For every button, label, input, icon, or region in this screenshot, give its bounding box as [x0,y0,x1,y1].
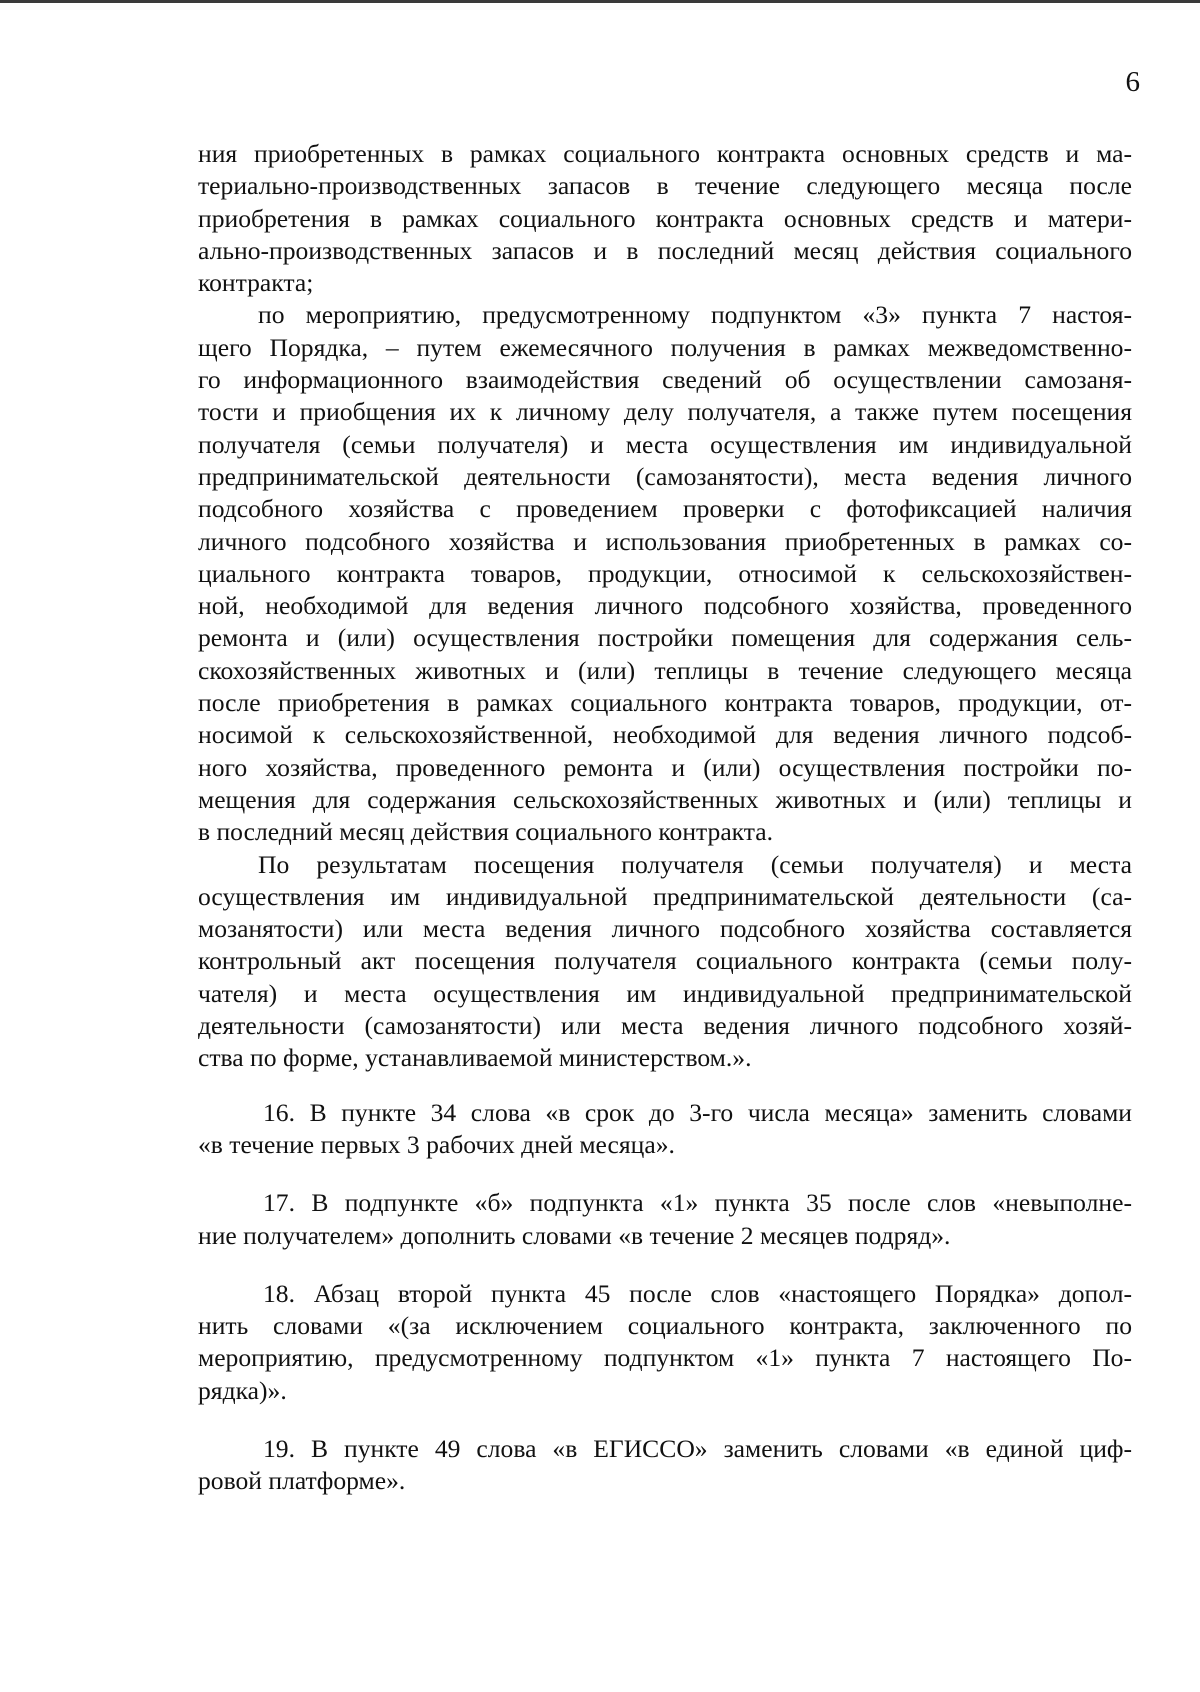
text-line: циального контракта товаров, продукции, относимой к сельскохозяйствен- [198,558,1132,588]
text-line: По результатам посещения получателя (семьи получателя) и места [258,849,1132,879]
amendment-item-18 [198,1278,1132,1407]
paragraph-continuation [198,138,1132,299]
text-line: 18. Абзац второй пункта 45 после слов «настоящего Порядка» допол- [263,1278,1132,1308]
text-line: личного подсобного хозяйства и использования приобретенных в рамках со- [198,526,1132,556]
text-line: деятельности (самозанятости) или места ведения личного подсобного хозяй- [198,1011,1132,1041]
text-line: «в течение первых 3 рабочих дней месяца». [198,1129,675,1159]
text-line: по мероприятию, предусмотренному подпунктом «3» пункта 7 настоя- [258,300,1132,330]
text-line: 16. В пункте 34 слова «в срок до 3-го числа месяца» заменить словами [263,1097,1132,1127]
text-line: нить словами «(за исключением социального контракта, заключенного по [198,1311,1132,1341]
text-line: предпринимательской деятельности (самозанятости), места ведения личного [198,461,1132,491]
text-line: ние получателем» дополнить словами «в течение 2 месяцев подряд». [198,1220,951,1250]
text-line: мероприятию, предусмотренному подпунктом «1» пункта 7 настоящего По- [198,1343,1132,1373]
text-line: ного хозяйства, проведенного ремонта и (или) осуществления постройки по- [198,752,1132,782]
amendment-item-16 [198,1097,1132,1162]
text-line: ства по форме, устанавливаемой министерством.». [198,1043,752,1073]
text-line: ровой платформе». [198,1466,406,1496]
paragraph-measure-3 [198,299,1132,848]
text-line: чателя) и места осуществления им индивидуальной предпринимательской [198,978,1132,1008]
text-line: ной, необходимой для ведения личного подсобного хозяйства, проведенного [198,591,1132,621]
text-line: мозанятости) или места ведения личного подсобного хозяйства составляется [198,914,1132,944]
text-line: тости и приобщения их к личному делу получателя, а также путем посещения [198,397,1132,427]
text-line: щего Порядка, – путем ежемесячного получения в рамках межведомственно- [198,332,1132,362]
scan-top-edge-line [0,0,1200,3]
text-line: ально-производственных запасов и в последний месяц действия социального [198,235,1132,265]
text-line: 19. В пункте 49 слова «в ЕГИССО» заменить словами «в единой циф- [263,1433,1132,1463]
text-line: получателя (семьи получателя) и места осуществления им индивидуальной [198,429,1132,459]
page-number: 6 [1125,66,1140,98]
text-line: скохозяйственных животных и (или) теплицы в течение следующего месяца [198,655,1132,685]
text-line: 17. В подпункте «б» подпункта «1» пункта 35 после слов «невыполне- [263,1188,1132,1218]
text-line: ния приобретенных в рамках социального контракта основных средств и ма- [198,139,1132,168]
text-line: в последний месяц действия социального контракта. [198,817,774,847]
text-line: мещения для содержания сельскохозяйственных животных и (или) теплицы и [198,784,1132,814]
amendment-item-19 [198,1433,1132,1498]
document-body [198,138,1132,1498]
text-line: контрольный акт посещения получателя социального контракта (семьи полу- [198,946,1132,976]
text-line: осуществления им индивидуальной предпринимательской деятельности (са- [198,881,1132,911]
paragraph-visit-results [198,849,1132,1075]
text-line: после приобретения в рамках социального контракта товаров, продукции, от- [198,688,1132,718]
text-line: приобретения в рамках социального контракта основных средств и матери- [198,203,1132,233]
text-line: рядка)». [198,1375,287,1405]
text-line: контракта; [198,268,314,298]
text-line: носимой к сельскохозяйственной, необходимой для ведения личного подсоб- [198,720,1132,750]
amendment-item-17 [198,1187,1132,1252]
text-line: подсобного хозяйства с проведением проверки с фотофиксацией наличия [198,494,1132,524]
text-line: териально-производственных запасов в течение следующего месяца после [198,171,1132,201]
text-line: ремонта и (или) осуществления постройки помещения для содержания сель- [198,623,1132,653]
text-line: го информационного взаимодействия сведений об осуществлении самозаня- [198,365,1132,395]
